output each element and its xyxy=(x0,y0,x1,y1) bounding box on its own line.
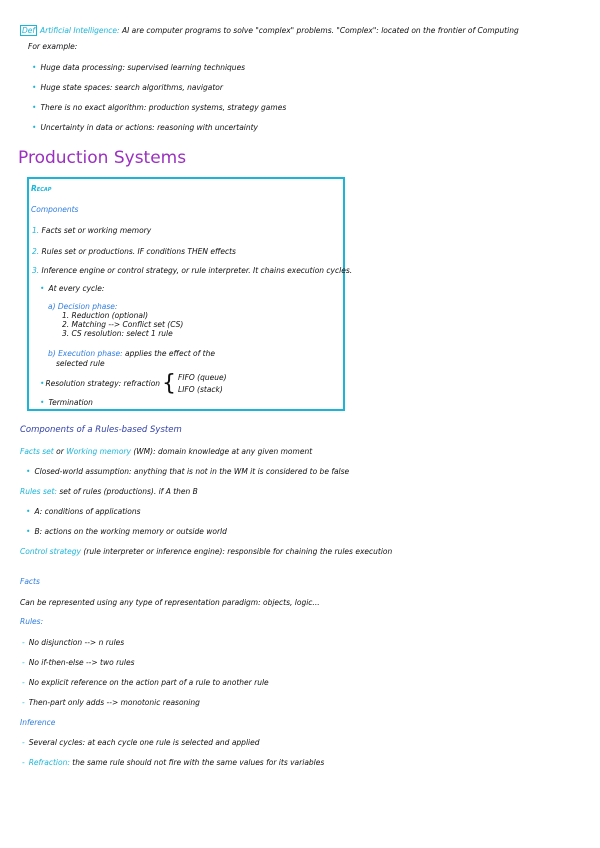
component-item: 1. Facts set or working memory xyxy=(32,226,152,235)
closed-world: • Closed-world assumption: anything that is not in the WM it is considered to be false xyxy=(26,467,350,476)
inference-heading: Inference xyxy=(20,718,56,727)
b-actions: • B: actions on the working memory or outside world xyxy=(26,527,227,536)
a-conditions: • A: conditions of applications xyxy=(26,507,141,516)
component-item: 2. Rules set or productions. IF conditions THEN effects xyxy=(32,247,236,256)
decision-step: 3. CS resolution: select 1 rule xyxy=(62,329,173,338)
example-item: • Huge state spaces: search algorithms, navigator xyxy=(32,83,223,92)
refraction-item: - Refraction: the same rule should not fire with the same values for its variables xyxy=(22,758,325,767)
example-item: • There is no exact algorithm: production systems, strategy games xyxy=(32,103,287,112)
facts-text: Can be represented using any type of representation paradigm: objects, logic... xyxy=(20,598,320,607)
execution-phase: b) Execution phase: applies the effect of the xyxy=(48,349,215,358)
definition: AI are computer programs to solve "complex" problems. "Complex": located on the frontier of Computing xyxy=(121,26,519,35)
rule-item: - No explicit reference on the action part of a rule to another rule xyxy=(22,678,269,687)
example-item: • Uncertainty in data or actions: reasoning with uncertainty xyxy=(32,123,258,132)
rule-item: - Then-part only adds --> monotonic reasoning xyxy=(22,698,200,707)
every-cycle: • At every cycle: xyxy=(40,284,105,293)
rules-heading: Rules: xyxy=(20,617,44,626)
decision-phase: a) Decision phase: xyxy=(48,302,118,311)
inference-item: - Several cycles: at each cycle one rule is selected and applied xyxy=(22,738,260,747)
def-tag: Def xyxy=(22,26,36,35)
facts-heading: Facts xyxy=(20,577,40,586)
rules-set-line: Rules set: set of rules (productions). if A then B xyxy=(20,487,198,496)
rule-item: - No disjunction --> n rules xyxy=(22,638,125,647)
definition-line xyxy=(20,26,519,36)
control-strategy: Control strategy (rule interpreter or inference engine): responsible for chaining the rules execution xyxy=(20,547,393,556)
decision-step: 1. Reduction (optional) xyxy=(62,311,149,320)
term: Artificial Intelligence: xyxy=(40,26,120,35)
lifo-option: LIFO (stack) xyxy=(178,385,223,394)
example-item: • Huge data processing: supervised learning techniques xyxy=(32,63,246,72)
rule-item: - No if-then-else --> two rules xyxy=(22,658,135,667)
fifo-option: FIFO (queue) xyxy=(178,373,227,382)
component-item: 3. Inference engine or control strategy, or rule interpreter. It chains execution cycles. xyxy=(32,266,353,275)
components-heading: Components xyxy=(31,205,79,214)
decision-step: 2. Matching --> Conflict set (CS) xyxy=(62,320,184,329)
termination: • Termination xyxy=(40,398,93,407)
for-example: For example: xyxy=(28,42,78,51)
rule-based-heading: Components of a Rules-based System xyxy=(20,425,182,435)
facts-set-line: Facts set or Working memory (WM): domain knowledge at any given moment xyxy=(20,447,313,456)
resolution-strategy: •Resolution strategy: refraction{ FIFO (queue) LIFO (stack) xyxy=(40,371,227,396)
execution-text: selected rule xyxy=(56,359,105,368)
recap-heading: Recap xyxy=(31,184,52,193)
section-title: Production Systems xyxy=(18,148,187,168)
